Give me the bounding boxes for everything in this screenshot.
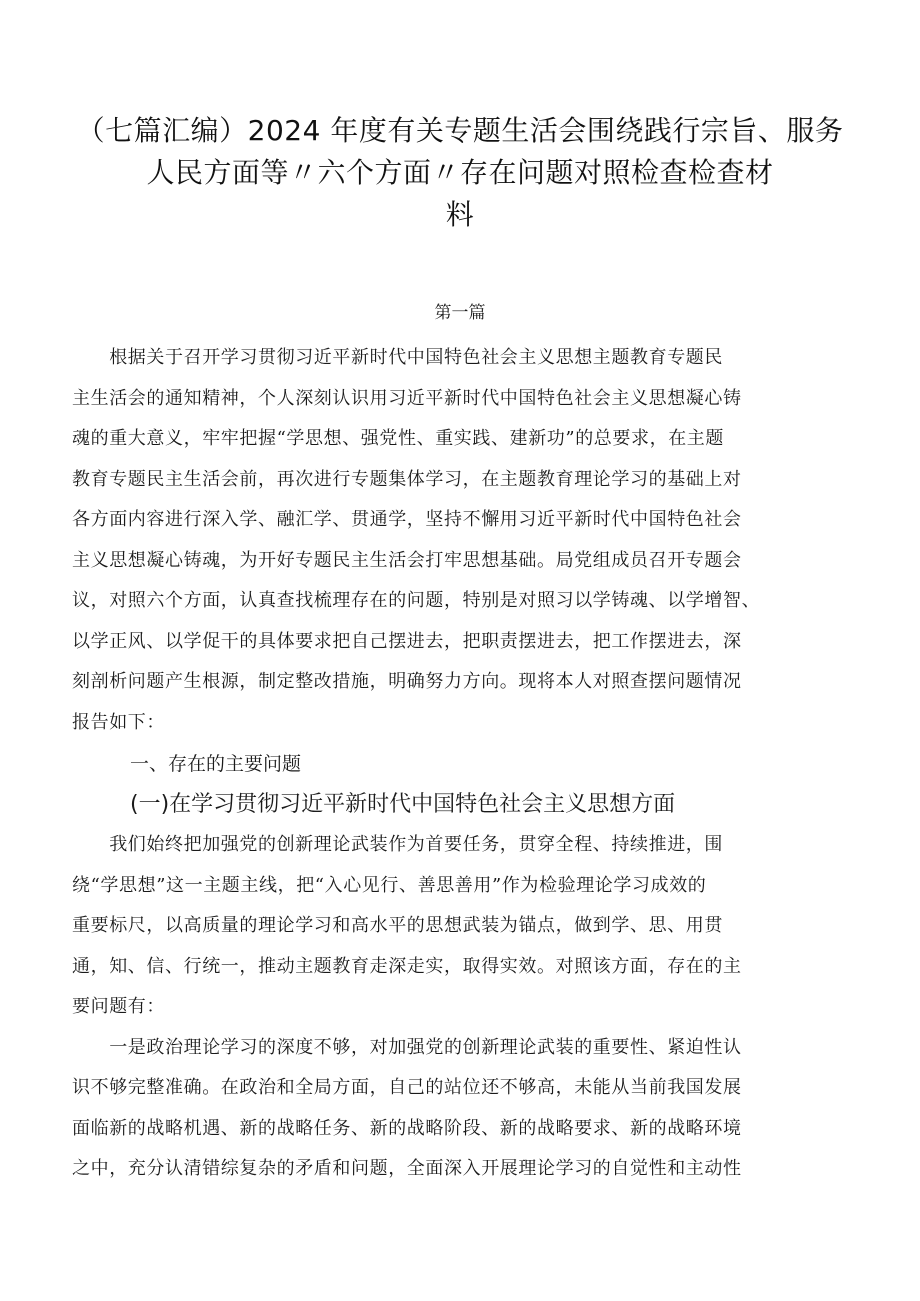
text-line: 报告如下： [72, 711, 165, 733]
text-line: 魂的重大意义，牢牢把握“学思想、强党性、重实践、建新功”的总要求，在主题 [72, 428, 725, 449]
text-line: 根据关于召开学习贯彻习近平新时代中国特色社会主义思想主题教育专题民 [72, 347, 723, 368]
chapter-label: 第一篇 [434, 303, 486, 323]
document-title [60, 110, 860, 236]
text-line: 绕“学思想”这一主题主线，把“入心见行、善思善用”作为检验理论学习成效的 [72, 874, 707, 896]
text-line: 刻剖析问题产生根源，制定整改措施，明确努力方向。现将本人对照查摆问题情况 [72, 671, 742, 692]
document-body [72, 338, 862, 1190]
title-line: 人民方面等〃六个方面〃存在问题对照检查检查材 [146, 156, 774, 189]
text-line: 以学正风、以学促干的具体要求把自己摆进去，把职责摆进去，把工作摆进去，深 [72, 630, 742, 652]
text-line: 面临新的战略机遇、新的战略任务、新的战略阶段、新的战略要求、新的战略环境 [72, 1117, 742, 1139]
text-line: 主义思想凝心铸魂，为开好专题民主生活会打牢思想基础。局党组成员召开专题会 [72, 549, 742, 571]
subsection-heading: (一)在学习贯彻习近平新时代中国特色社会主义思想方面 [130, 792, 676, 817]
text-line: 教育专题民主生活会前，再次进行专题集体学习，在主题教育理论学习的基础上对 [72, 468, 742, 490]
text-line: 要问题有： [72, 996, 165, 1017]
text-line: 识不够完整准确。在政治和全局方面，自己的站位还不够高，未能从当前我国发展 [72, 1077, 742, 1098]
section-heading: 一、存在的主要问题 [130, 753, 302, 775]
text-line: 通，知、信、行统一，推动主题教育走深走实，取得实效。对照该方面，存在的主 [72, 955, 742, 977]
title-line: 料 [445, 198, 475, 231]
text-line: 议，对照六个方面，认真查找梳理存在的问题，特别是对照习以学铸魂、以学增智、 [72, 590, 761, 611]
text-line: 重要标尺，以高质量的理论学习和高水平的思想武装为锚点，做到学、思、用贯 [72, 915, 723, 936]
text-line: 之中，充分认清错综复杂的矛盾和问题，全面深入开展理论学习的自觉性和主动性 [72, 1158, 742, 1179]
paragraph-intro [72, 338, 862, 743]
text-line: 各方面内容进行深入学、融汇学、贯通学，坚持不懈用习近平新时代中国特色社会 [72, 509, 742, 530]
text-line: 一是政治理论学习的深度不够，对加强党的创新理论武装的重要性、紧迫性认 [72, 1036, 742, 1058]
paragraph-section [72, 825, 862, 1028]
text-line: 我们始终把加强党的创新理论武装作为首要任务，贯穿全程、持续推进，围 [72, 834, 723, 855]
text-line: 主生活会的通知精神，个人深刻认识用习近平新时代中国特色社会主义思想凝心铸 [72, 387, 742, 409]
title-line: （七篇汇编）2024 年度有关专题生活会围绕践行宗旨、服务 [76, 114, 844, 147]
paragraph-problem-one [72, 1028, 862, 1190]
